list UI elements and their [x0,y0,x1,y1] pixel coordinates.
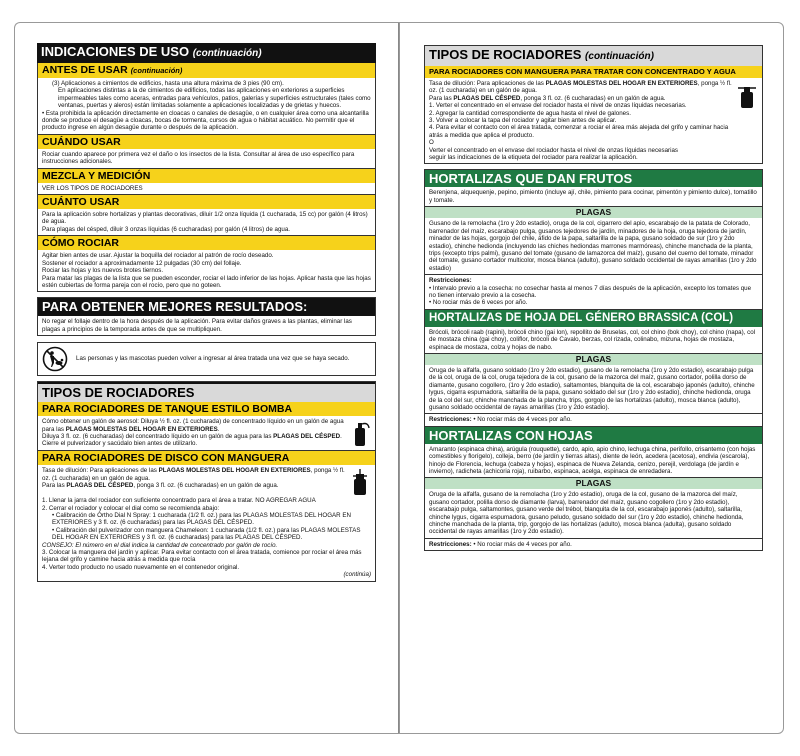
brassica-header: HORTALIZAS DE HOJA DEL GÉNERO BRASSICA (COL) [425,310,762,327]
tanque-header: PARA ROCIADORES DE TANQUE ESTILO BOMBA [38,402,375,416]
cuando-header: CUÁNDO USAR [38,135,375,149]
frutos-plagas-label: PLAGAS [425,207,762,218]
disco-header: PARA ROCIADORES DE DISCO CON MANGUERA [38,451,375,465]
manguera-text: Tasa de dilución: Para aplicaciones de las PLAGAS MOLESTAS DEL HOGAR EN EXTERIORES, ponga ½ fl. oz. (1 cucharada) en un galón de agua. Para las PLAGAS DEL CÉSPED, ponga 3 fl. oz. (6 cucharadas) en un galón de agua. 1. Verter el concentrado en el envase del rociador hasta el nivel de onzas líquidas necesarias. 2. Agregar la cantidad correspondiente de agua hasta el nivel de galones. 3. Volver a colocar la tapa del rociador y agitar bien antes de aplicar. 4. Para evitar el contacto con el área tratada, comenzar a rociar el área más alejada del grifo y caminar hacia atrás a medida que aplica el producto. O Verter el concentrado en el envase del rociador hasta el nivel de onzas líquidas necesarias seguir las indicaciones de la etiqueta del rociador para realizar la aplicación. [425,78,762,163]
como-text: Agitar bien antes de usar. Ajustar la boquilla del rociador al patrón de rocío deseado. Sostener el rociador a aproximadamente 12 pulgadas (30 cm) del follaje. Rociar las hojas y los nuevos brotes tiernos. Para matar las plagas de la lista que se pueden esconder, rociar el lado inferior de las hojas. Aplicar hasta que las hojas estén cubiertas de forma pareja con el rocío, pero que no goteen. [42,252,371,289]
frutos-restricciones: Restricciones: • Intervalo previo a la cosecha: no cosechar hasta al menos 7 días después de la aplicación, excepto los tomates que no tienen intervalo previo a la cosecha. • No rociar más de 6 veces por año. [429,277,752,307]
no-pets-icon [42,346,68,372]
cuanto-text: Para la aplicación sobre hortalizas y plantas decorativas, diluir 1/2 onza líquida (1 cucharada, 15 cc) por galón (4 litros) de agua. Para plagas del césped, diluir 3 onzas líquidas (6 cucharadas) por galón (4 litros) de agua. [38,209,375,236]
frutos-header: HORTALIZAS QUE DAN FRUTOS [425,170,762,187]
mezcla-header: MEZCLA Y MEDICIÓN [38,169,375,183]
cuando-text: Rociar cuando aparece por primera vez el daño o los insectos de la lista. Consultar al área de uso específico para instrucciones adicionales. [38,149,375,169]
tank-sprayer-icon [349,418,371,448]
continua-label: (continúa) [343,571,371,579]
brassica-plants: Brócoli, brócoli raab (rapini), brócoli chino (gai lon), repollito de Bruselas, col, col chino (bok choy), col chino (napa), col de mostaza china (gai choy), coliflor, brócoli de Cavalo, berzas, col rizada, colinabo, mizuna, hojas de mostaza, espinaca de mostaza, colza y hojas de nabo. [425,327,762,354]
hojas-plagas-label: PLAGAS [425,478,762,489]
antes-header: ANTES DE USAR (continuación) [38,63,375,78]
concentrate-sprayer-icon [736,80,758,110]
frutos-plants: Berenjena, alquequenje, pepino, pimiento (incluye ají, chile, pimiento para cocinar, pimentón y pimiento dulce), tomatillo y tomate. [425,187,762,207]
indicaciones-header: INDICACIONES DE USO (continuación) [37,43,376,63]
hojas-plants: Amaranto (espinaca china), arúgula (rouquette), cardo, apio, apio chino, lechuga china, perifollo, crisantemo (con hojas comestibles y florígelo), colleja, berro (de jardín y tierras altas), diente de león, acedera (acetosa), endivia (escarola), hinojo de Florencia, lechuga (cabeza y hojas), espinaca de Nueva Zelanda, cenizo, perejil, verdolaga (de jardín e invierno), radicheta (achicoria roja), ruibarbo, espinaca, acelga, espinaca de enredadera. [425,444,762,479]
antes-text: (3) Aplicaciones a cimientos de edificios, hasta una altura máxima de 3 pies (90 cm). En aplicaciones distintas a la de cimientos de edificios, todas las aplicaciones en exteriores a superficies impermeables tales como aceras, entradas para vehículos, patios, galerías y superficies estructurales (tales como ventanas, puertas y aleros) están limitadas solamente a aplicaciones localizadas y de grietas y huecos. • Esta prohibida la aplicación directamente en cloacas o canales de desagüe, o en cualquier área como una alcantarilla donde se produce el desagüe a cloacas, bocas de tormenta, cursos de agua o hábitat acuático. No permitir que el producto ingrese en algún desagüe durante o después de la aplicación. [38,78,375,135]
pets-notice [37,342,376,376]
hojas-header: HORTALIZAS CON HOJAS [425,427,762,444]
brassica-plagas-label: PLAGAS [425,354,762,365]
mejores-text: No regar el follaje dentro de la hora después de la aplicación. Para evitar daños graves a las plantas, eliminar las plagas a principios de la temporada antes de que se multipliquen. [42,318,352,333]
tipos-cont-header: TIPOS DE ROCIADORES (continuación) [425,46,762,66]
cuanto-header: CUÁNTO USAR [38,195,375,209]
brassica-plagas: Oruga de la alfalfa, gusano soldado (1ro y 2do estadio), gusano de la remolacha (1ro y 2do estadio), escarabajo pulga de la col, oruga de la col, oruga tejedora de la col, gusano de la mazorca del maíz, gusano cortador, polilla dorso de diamante, gusano cogollero, (1ro y 2do estadio), saltamontes, blanquita de la col, escarabajo japonés (adulto), chinche lygus, cigarra espumadora, saltarilla de la papa, gusano soldado del sur (1ro y 2do estadio), chinche hedionda, oruga de la col del sur, chinche manchada de la plancha, trips, gorgojo de las hortalizas (adulto), mosca blanca (adulto), gusano soldado occidental de rayas amarillas (1ro y 2do estadio). [425,365,762,414]
tipos-header: TIPOS DE ROCIADORES [38,382,375,402]
mejores-header: PARA OBTENER MEJORES RESULTADOS: [38,298,375,316]
tanque-text: Cómo obtener un galón de aerosol: Diluya ½ fl. oz. (1 cucharada) de concentrado líquido en un galón de agua para las PLAGAS MOLESTAS DEL HOGAR EN EXTERIORES. Diluya 3 fl. oz. (6 cucharadas) del concentrado líquido en un galón de agua para las PLAGAS DEL CÉSPED. Cierre el pulverizador y sacúdalo bien antes de utilizarlo. [42,418,344,448]
como-header: CÓMO ROCIAR [38,236,375,250]
manguera-header: PARA ROCIADORES CON MANGUERA PARA TRATAR CON CONCENTRADO Y AGUA [425,66,762,78]
hojas-restricciones: Restricciones: • No rociar más de 4 veces por año. [429,540,572,548]
frutos-plagas: Gusano de la remolacha (1ro y 2do estadio), oruga de la col, cigarrero del apio, escarabajo de la patata de Colorado, barrenador del maíz, escarabajo pulga, gusanos tejedores de jardín, minadores de la hoja, oruga tejedora de jardín, minador de las hojas, gorgojo del chile, áfido de la papa, saltarilla de la papa, gusano soldado de sur (1ro y 2do estadio), chinche hedionda (incluyendo las chiches hediondas marrones marmóreas), chinche manchada de la planta, trips (excepto trips palmi), gusano del tomate (gusano de lamazorca del maíz), gusano del cuerno del tomate, minador del tomate, gusano cortador multicolor, mosca blanca (adulto), gusano soldado occidental de rayas amarillas (1ro y 2do estadio) [425,218,762,275]
hojas-plagas: Oruga de la alfalfa, gusano de la remolacha (1ro y 2do estadio), oruga de la col, gusano de la mazorca del maíz, gusano cortador, polilla dorso de diamante (larva), barrenador del maíz, gusano cogollero (1ro y 2do estadio), escarabajo pulga, saltamontes, gusano verde del trébol, blanquita de la col, escarabajo japonés (adulto), saltarilla, chinche lygus, cigarra espumadora, gusano peludo, gusano soldado del sur (1ro y 2do estadio), chinche hedionda, chinche manchada de la planta, trip, gorgojo de las hortalizas (adulto), mosca blanca (adulta), gusano soldado occidental de rayas amarillas (1ro y 2do estadio). [425,489,762,538]
hose-sprayer-icon [349,467,371,497]
right-page [399,22,784,734]
left-page [14,22,399,734]
pets-text: Las personas y las mascotas pueden volver a ingresar al área tratada una vez que se haya secado. [76,355,350,363]
disco-text: Tasa de dilución: Para aplicaciones de las PLAGAS MOLESTAS DEL HOGAR EN EXTERIORES, ponga ½ fl. oz. (1 cucharada) en un galón de agua. Para las PLAGAS DEL CÉSPED, ponga 3 fl. oz. (6 cucharadas) en un galón de agua. 1. Llenar la jarra del rociador con suficiente concentrado para el área a tratar. NO AGREGAR AGUA 2. Cerrar el rociador y colocar el dial como se recomienda abajo: • Calibración de Ortho Dial N Spray: 1 cucharada (1/2 fl. oz.) para las PLAGAS MOLESTAS DEL HOGAR EN EXTERIORES y 3 fl. oz. (6 cucharadas) para las PLAGAS DEL CÉSPED. • Calibración del pulverizador con manguera Chameleon: 1 cucharada (1/2 fl. oz.) para las PLAGAS MOLESTAS DEL HOGAR EN EXTERIORES y 3 fl. oz. (6 cucharadas) para las PLAGAS DEL CÉSPED. CONSEJO: El número en el dial indica la cantidad de concentrado por galón de rocío. 3. Colocar la manguera del jardín y aplicar. Para evitar contacto con el área tratada, comience por rociar el área más lejana del grifo y camine hacia atrás a medida que rocía 4. Verter todo producto no usado nuevamente en el contenedor original. (continúa) [42,467,371,579]
mezcla-text: VER LOS TIPOS DE ROCIADORES [38,183,375,195]
brassica-restricciones: Restricciones: • No rociar más de 4 veces por año. [429,416,572,424]
